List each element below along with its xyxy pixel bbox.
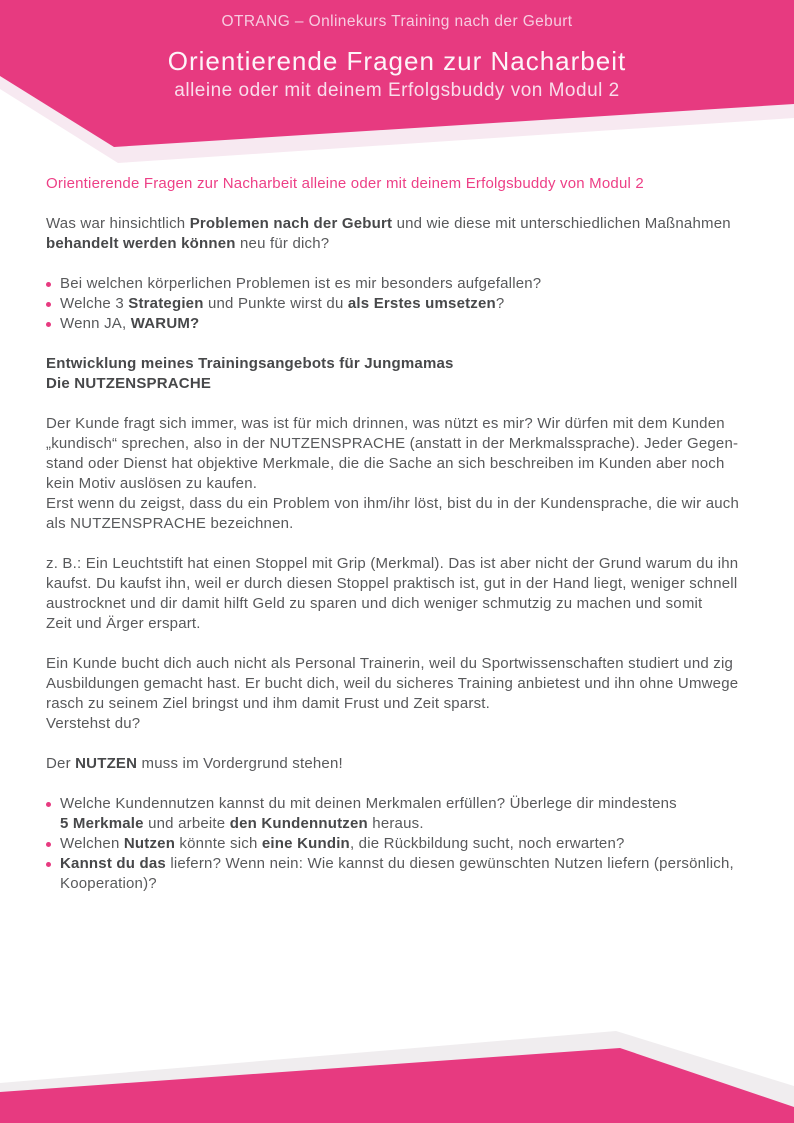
bullet-text	[60, 314, 752, 334]
section-heading	[46, 354, 752, 394]
text-line: 5 Merkmale und arbeite den Kundennutzen heraus.	[60, 815, 424, 832]
bullet-text	[60, 794, 752, 834]
bullet-item	[46, 854, 752, 894]
footer-banner-shape	[0, 1020, 794, 1123]
text-line: Bei welchen körperlichen Problemen ist es mir besonders aufgefallen?	[60, 275, 542, 292]
text-line: Welche 3 Strategien und Punkte wirst du als Erstes umsetzen?	[60, 295, 505, 312]
bullet-text	[60, 834, 752, 854]
text-line: austrocknet und dir damit hilft Geld zu sparen und dich weniger schmutzig zu machen und somit	[46, 595, 703, 612]
header-banner	[0, 0, 794, 170]
bullet-dot-icon	[46, 322, 51, 327]
bullet-dot-icon	[46, 862, 51, 867]
bullet-item	[46, 794, 752, 834]
bullet-item	[46, 834, 752, 854]
text-line: Die NUTZENSPRACHE	[46, 375, 212, 392]
course-name: OTRANG – Onlinekurs Training nach der Geburt	[221, 13, 573, 30]
bullet-item	[46, 294, 752, 314]
text-line: z. B.: Ein Leuchtstift hat einen Stoppel mit Grip (Merkmal). Das ist aber nicht der Grund warum du ihn	[46, 555, 739, 572]
section-heading-pink	[46, 174, 752, 194]
page-subtitle: alleine oder mit deinem Erfolgsbuddy von Modul 2	[174, 80, 620, 101]
text-line: Kooperation)?	[60, 875, 157, 892]
bullet-text	[60, 294, 752, 314]
text-line: Wenn JA, WARUM?	[60, 315, 200, 332]
paragraph	[46, 554, 752, 634]
bullet-item	[46, 314, 752, 334]
paragraph	[46, 414, 752, 534]
text-line: kaufst. Du kaufst ihn, weil er durch diesen Stoppel praktisch ist, gut in der Hand liegt, weniger schnell	[46, 575, 738, 592]
footer-banner	[0, 1020, 794, 1123]
text-line: Ein Kunde bucht dich auch nicht als Personal Trainerin, weil du Sportwissenschaften studiert und zig	[46, 655, 734, 672]
text-line: Erst wenn du zeigst, dass du ein Problem von ihm/ihr löst, bist du in der Kundensprache, die wir auch	[46, 495, 740, 512]
paragraph	[46, 654, 752, 734]
bullet-text	[60, 854, 752, 894]
text-line: rasch zu seinem Ziel bringst und ihm damit Frust und Zeit sparst.	[46, 695, 491, 712]
text-line: Welchen Nutzen könnte sich eine Kundin, die Rückbildung sucht, noch erwarten?	[60, 835, 625, 852]
bullet-dot-icon	[46, 282, 51, 287]
bullet-item	[46, 274, 752, 294]
bullet-dot-icon	[46, 802, 51, 807]
text-line: Was war hinsichtlich Problemen nach der Geburt und wie diese mit unterschiedlichen Maßnahmen	[46, 215, 731, 232]
bullet-dot-icon	[46, 842, 51, 847]
paragraph	[46, 214, 752, 254]
text-line: Orientierende Fragen zur Nacharbeit alleine oder mit deinem Erfolgsbuddy von Modul 2	[46, 175, 644, 192]
document-body	[46, 170, 752, 894]
text-line: Kannst du das liefern? Wenn nein: Wie kannst du diesen gewünschten Nutzen liefern (persönlich,	[60, 855, 734, 872]
text-line: Ausbildungen gemacht hast. Er bucht dich, weil du sicheres Training anbietest und ihn ohne Umwege	[46, 675, 739, 692]
paragraph	[46, 754, 752, 774]
page-title: Orientierende Fragen zur Nacharbeit	[167, 46, 627, 76]
text-line: Verstehst du?	[46, 715, 141, 732]
bullet-list	[46, 274, 752, 334]
text-line: Der Kunde fragt sich immer, was ist für mich drinnen, was nützt es mir? Wir dürfen mit dem Kunden	[46, 415, 725, 432]
bullet-dot-icon	[46, 302, 51, 307]
text-line: als NUTZENSPRACHE bezeichnen.	[46, 515, 294, 532]
text-line: kein Motiv auslösen zu kaufen.	[46, 475, 258, 492]
text-line: stand oder Dienst hat objektive Merkmale, die die Sache an sich beschreiben im Kunden aber noch	[46, 455, 725, 472]
text-line: „kundisch“ sprechen, also in der NUTZENSPRACHE (anstatt in der Merkmalssprache). Jeder Gegen-	[46, 435, 739, 452]
text-line: Entwicklung meines Trainingsangebots für Jungmamas	[46, 355, 454, 372]
text-line: behandelt werden können neu für dich?	[46, 235, 330, 252]
bullet-list	[46, 794, 752, 894]
bullet-text	[60, 274, 752, 294]
text-line: Der NUTZEN muss im Vordergrund stehen!	[46, 755, 343, 772]
text-line: Welche Kundennutzen kannst du mit deinen Merkmalen erfüllen? Überlege dir mindestens	[60, 795, 677, 812]
text-line: Zeit und Ärger erspart.	[46, 615, 201, 632]
